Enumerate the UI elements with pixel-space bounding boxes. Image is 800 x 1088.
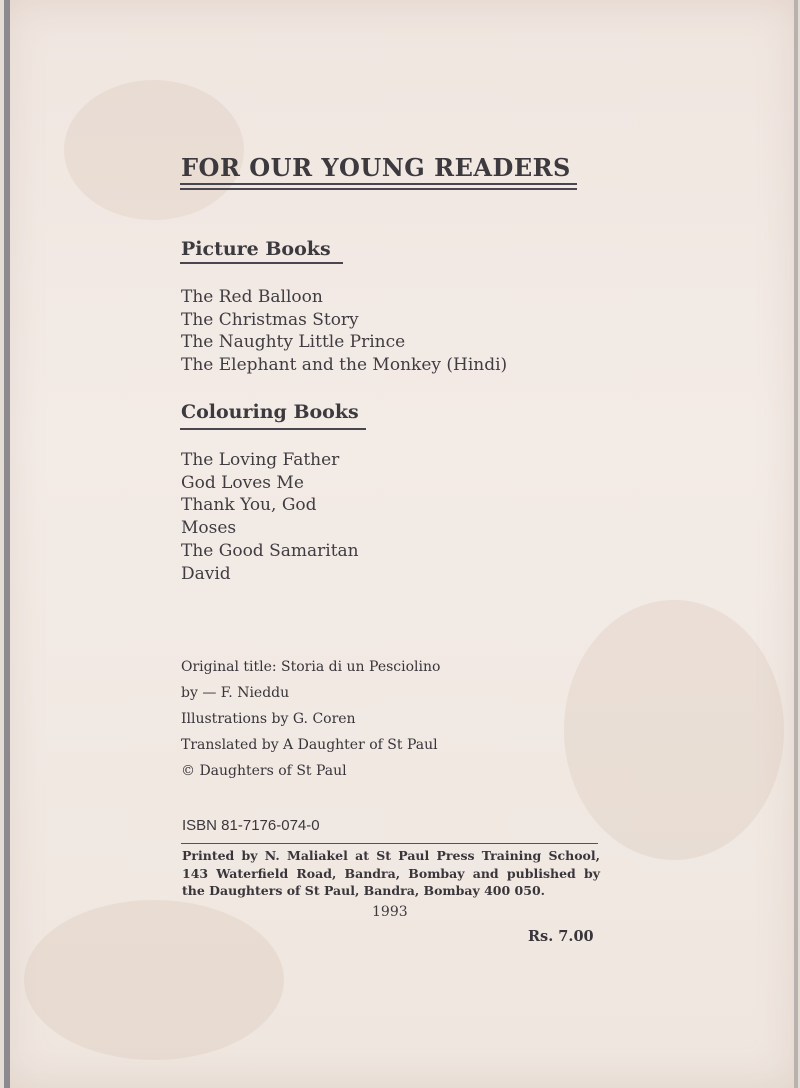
list-item: Moses <box>181 518 237 539</box>
colouring-books-underline <box>180 428 366 430</box>
copyright-notice: © Daughters of St Paul <box>181 763 347 779</box>
paper-stain <box>24 900 284 1060</box>
title-underline <box>180 183 577 185</box>
paper-stain <box>64 80 244 220</box>
picture-books-underline <box>180 262 343 264</box>
translator-credit: Translated by A Daughter of St Paul <box>181 737 438 753</box>
colouring-books-heading: Colouring Books <box>181 401 359 423</box>
picture-books-list <box>181 286 507 377</box>
list-item: The Loving Father <box>181 450 340 470</box>
paper-stain <box>564 600 784 860</box>
colouring-books-list <box>181 449 359 585</box>
list-item: The Christmas Story <box>181 309 359 330</box>
page-left-edge <box>4 0 10 1088</box>
title-underline <box>180 188 577 190</box>
list-item: God Loves Me <box>181 472 304 493</box>
publication-year: 1993 <box>372 904 408 920</box>
list-item: The Naughty Little Prince <box>181 332 406 353</box>
isbn: ISBN 81-7176-074-0 <box>182 817 320 834</box>
page-right-edge <box>794 0 798 1088</box>
picture-books-heading: Picture Books <box>181 238 331 260</box>
illustrator-credit: Illustrations by G. Coren <box>181 711 356 727</box>
credits-block <box>181 654 440 784</box>
list-item: The Good Samaritan <box>181 540 359 561</box>
list-item: Thank You, God <box>181 495 317 516</box>
author-credit: by — F. Nieddu <box>181 685 290 701</box>
list-item: David <box>181 563 231 584</box>
imprint-divider <box>181 843 598 844</box>
original-title: Original title: Storia di un Pesciolino <box>181 659 441 675</box>
page-title: FOR OUR YOUNG READERS <box>181 153 571 182</box>
printer-imprint: Printed by N. Maliakel at St Paul Press Training School, 143 Waterfield Road, Bandra, Bombay and published by the Daughters of St Paul, Bandra, Bombay 400 050. <box>182 848 600 898</box>
price: Rs. 7.00 <box>528 928 594 945</box>
list-item: The Elephant and the Monkey (Hindi) <box>181 355 508 376</box>
list-item: The Red Balloon <box>181 287 323 307</box>
